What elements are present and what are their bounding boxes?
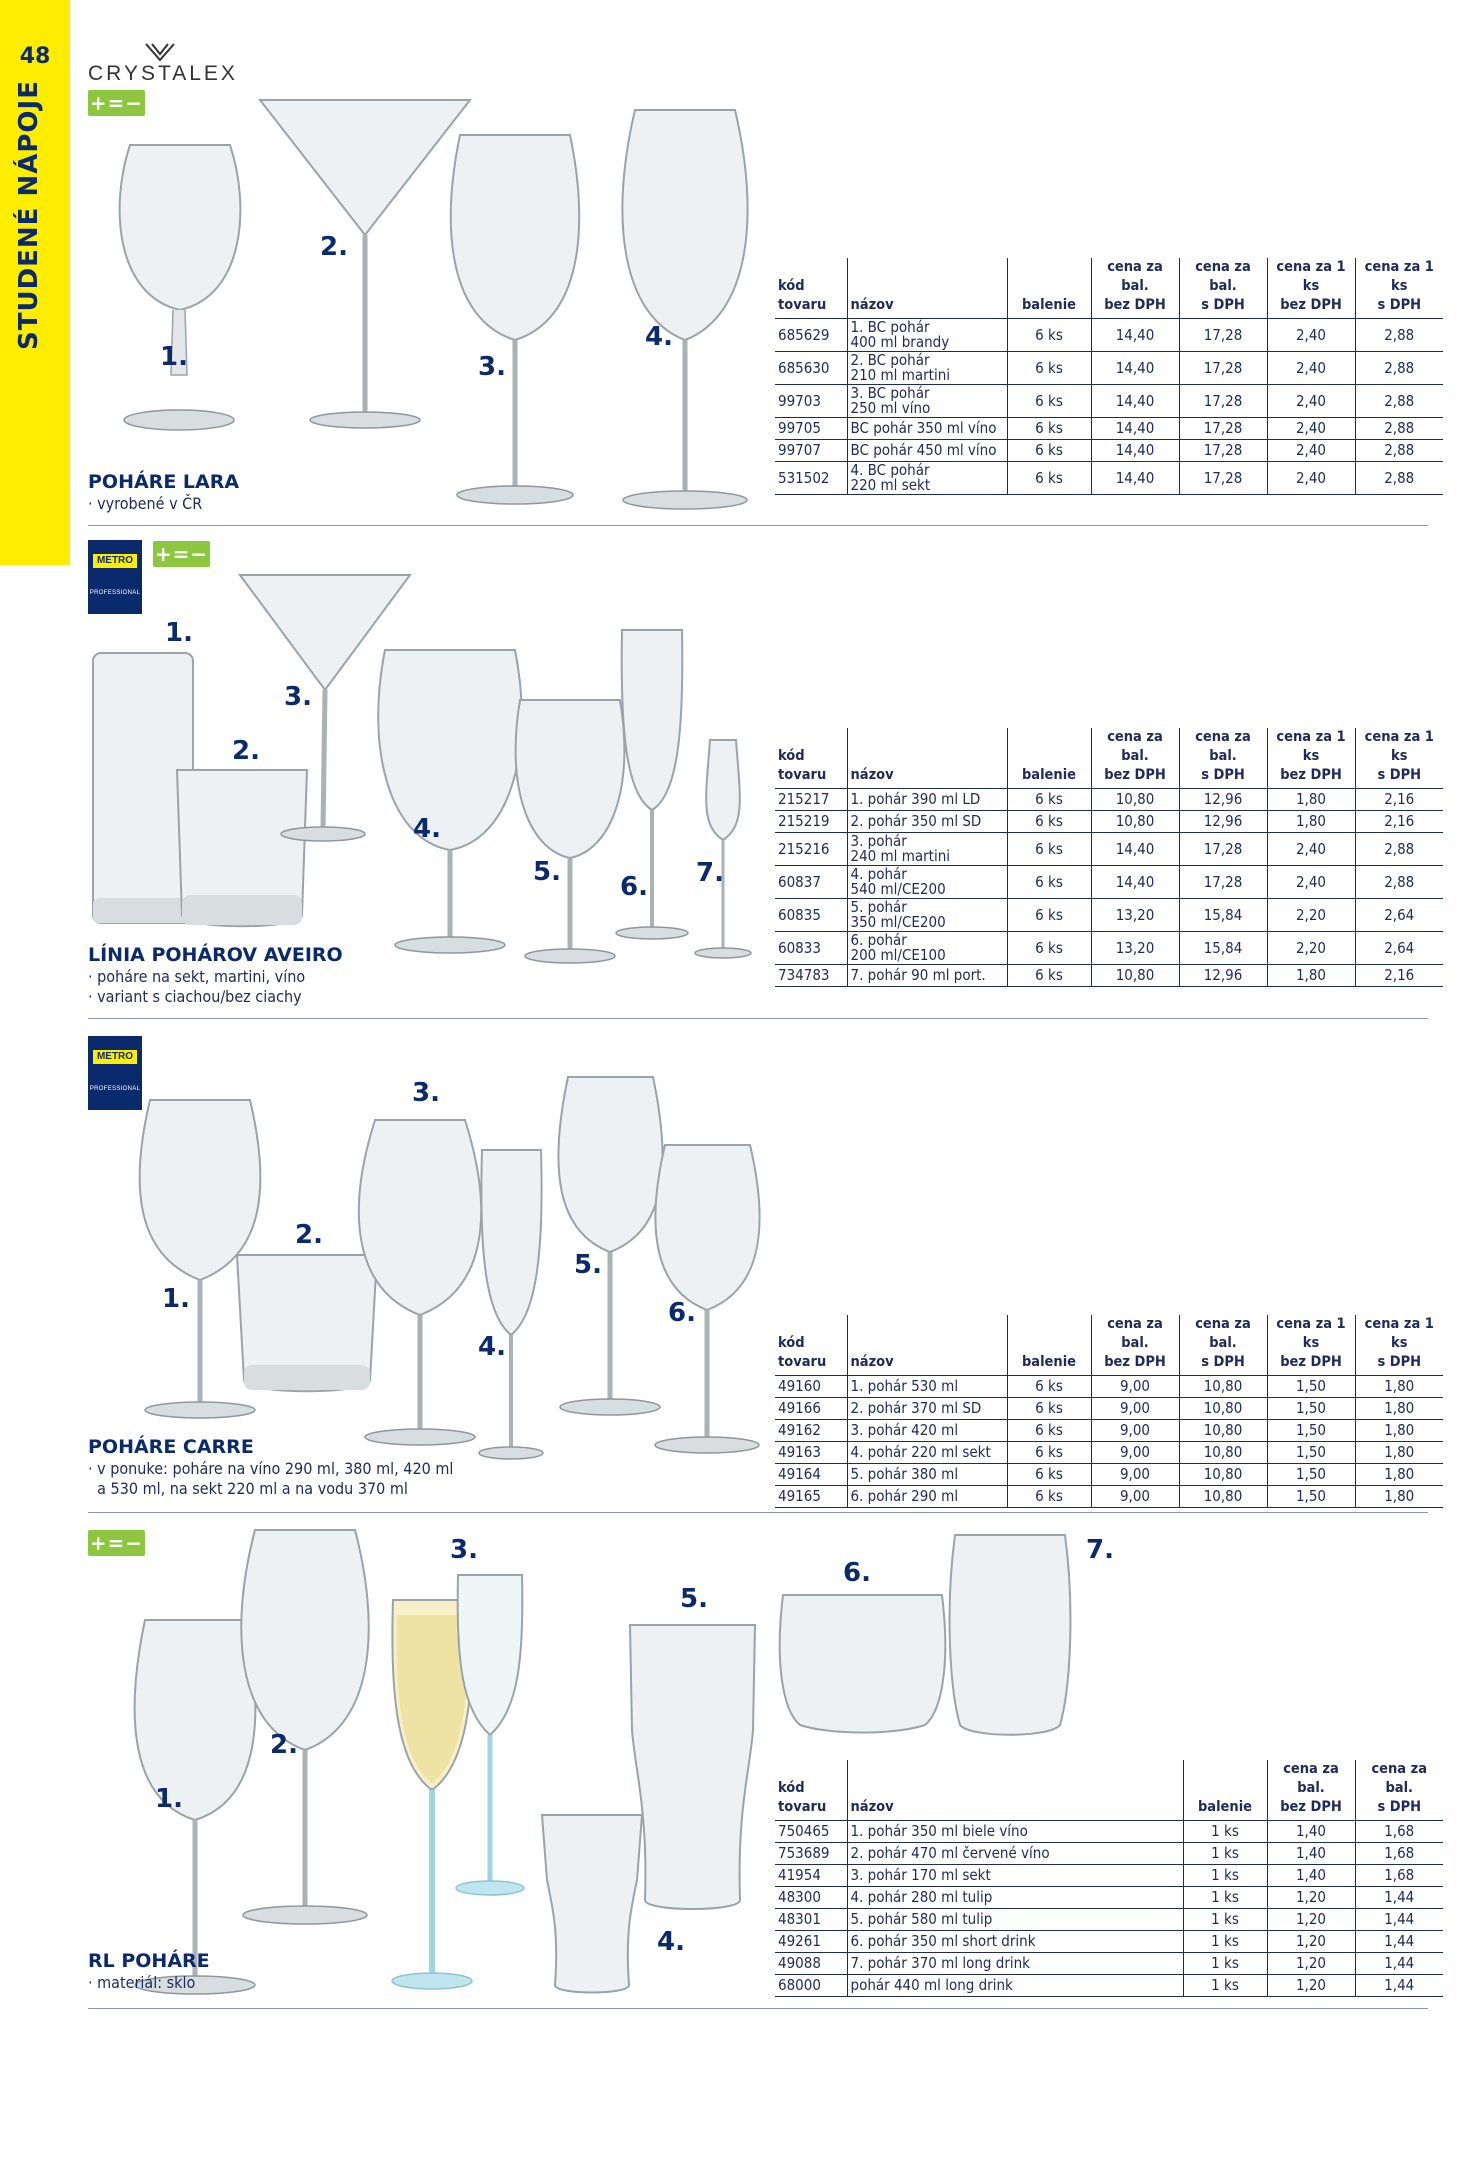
- cell-name: 6. pohár 350 ml short drink: [847, 1931, 1183, 1953]
- cell-name: 1. pohár 530 ml: [847, 1376, 1007, 1398]
- cell-code: 750465: [775, 1821, 847, 1843]
- cell-name: 4. pohár 280 ml tulip: [847, 1887, 1183, 1909]
- cell-name: 5. pohár 350 ml/CE200: [847, 899, 1007, 932]
- cell-code: 215217: [775, 789, 847, 811]
- glass-number: 4.: [413, 814, 441, 844]
- cell-name: 6. pohár 290 ml: [847, 1486, 1007, 1508]
- cell-price-unit-net: 1,80: [1267, 965, 1355, 987]
- cell-price-unit-gross: 1,80: [1355, 1442, 1443, 1464]
- cell-code: 531502: [775, 462, 847, 495]
- cell-pack: 1 ks: [1183, 1975, 1267, 1997]
- table-row: [775, 1486, 1443, 1508]
- glass-number: 4.: [657, 1927, 685, 1957]
- cell-name: 1. pohár 350 ml biele víno: [847, 1821, 1183, 1843]
- cell-name: 2. pohár 370 ml SD: [847, 1398, 1007, 1420]
- cell-pack: 6 ks: [1007, 1486, 1091, 1508]
- cell-price-pack-net: 9,00: [1091, 1420, 1179, 1442]
- cell-price-pack-gross: 10,80: [1179, 1376, 1267, 1398]
- cell-price-unit-net: 1,20: [1267, 1953, 1355, 1975]
- header-pack: balenie: [1183, 1760, 1267, 1821]
- cell-pack: 6 ks: [1007, 789, 1091, 811]
- short-drink-glass-image: [775, 1590, 950, 1735]
- glass-number: 5.: [533, 857, 561, 887]
- glass-number: 6.: [843, 1558, 871, 1588]
- cell-code: 685629: [775, 319, 847, 352]
- sparkling-wine-glass-image: [600, 105, 770, 515]
- price-table: [775, 1315, 1443, 1508]
- product-title: POHÁRE CARRE: [88, 1436, 254, 1458]
- long-drink-glass-image: [945, 1530, 1075, 1740]
- table-row: [775, 1398, 1443, 1420]
- cell-pack: 6 ks: [1007, 899, 1091, 932]
- cell-pack: 6 ks: [1007, 1398, 1091, 1420]
- glass-number: 1.: [155, 1784, 183, 1814]
- port-glass-image: [688, 735, 758, 965]
- cell-price-pack-net: 9,00: [1091, 1398, 1179, 1420]
- cell-price-unit-gross: 2,88: [1355, 385, 1443, 418]
- cell-price-unit-net: 2,40: [1267, 319, 1355, 352]
- cell-pack: 6 ks: [1007, 418, 1091, 440]
- cell-price-unit-net: 2,20: [1267, 899, 1355, 932]
- cell-name: 3. pohár 170 ml sekt: [847, 1865, 1183, 1887]
- cell-price-unit-gross: 1,68: [1355, 1843, 1443, 1865]
- cell-price-pack-gross: 17,28: [1179, 866, 1267, 899]
- cell-pack: 6 ks: [1007, 1464, 1091, 1486]
- cell-price-pack-net: 9,00: [1091, 1464, 1179, 1486]
- brand-logo: [88, 42, 238, 86]
- cell-price-pack-gross: 15,84: [1179, 932, 1267, 965]
- cell-price-unit-net: 2,20: [1267, 932, 1355, 965]
- glass-number: 6.: [620, 872, 648, 902]
- cell-code: 49160: [775, 1376, 847, 1398]
- cell-pack: 6 ks: [1007, 462, 1091, 495]
- cell-name: 3. BC pohár 250 ml víno: [847, 385, 1007, 418]
- product-title: POHÁRE LARA: [88, 471, 240, 493]
- cell-name: 4. BC pohár 220 ml sekt: [847, 462, 1007, 495]
- cell-pack: 6 ks: [1007, 319, 1091, 352]
- cell-price-pack-net: 9,00: [1091, 1376, 1179, 1398]
- cell-price-unit-gross: 2,16: [1355, 811, 1443, 833]
- cell-price-pack-gross: 17,28: [1179, 462, 1267, 495]
- section-divider: [88, 525, 1428, 526]
- table-row: [775, 440, 1443, 462]
- cell-name: 4. pohár 540 ml/CE200: [847, 866, 1007, 899]
- table-row: [775, 866, 1443, 899]
- tulip-glass-large-image: [625, 1620, 760, 1915]
- cell-price-unit-net: 2,40: [1267, 385, 1355, 418]
- cell-name: 1. BC pohár 400 ml brandy: [847, 319, 1007, 352]
- cell-name: 4. pohár 220 ml sekt: [847, 1442, 1007, 1464]
- header-price-pack-gross: cena za bal. s DPH: [1179, 728, 1267, 789]
- cell-price-pack-gross: 10,80: [1179, 1398, 1267, 1420]
- cell-price-pack-net: 14,40: [1091, 462, 1179, 495]
- cell-price-unit-net: 1,40: [1267, 1843, 1355, 1865]
- table-row: [775, 811, 1443, 833]
- price-table: [775, 258, 1443, 495]
- product-title: RL POHÁRE: [88, 1950, 210, 1972]
- cell-price-pack-gross: 10,80: [1179, 1420, 1267, 1442]
- cell-code: 734783: [775, 965, 847, 987]
- cell-price-unit-net: 2,40: [1267, 866, 1355, 899]
- cell-pack: 1 ks: [1183, 1953, 1267, 1975]
- table-row: [775, 833, 1443, 866]
- cell-price-pack-gross: 10,80: [1179, 1464, 1267, 1486]
- bullet-item: · vyrobené v ČR: [88, 494, 203, 513]
- cell-name: 3. pohár 240 ml martini: [847, 833, 1007, 866]
- header-price-unit-gross: cena za 1 ks s DPH: [1355, 258, 1443, 319]
- header-name: názov: [847, 1760, 1183, 1821]
- header-price-pack-net: cena za bal. bez DPH: [1091, 258, 1179, 319]
- table-row: [775, 1420, 1443, 1442]
- cell-code: 685630: [775, 352, 847, 385]
- cell-name: BC pohár 450 ml víno: [847, 440, 1007, 462]
- product-bullets: [88, 967, 305, 1007]
- cell-price-unit-net: 1,50: [1267, 1442, 1355, 1464]
- cell-code: 215216: [775, 833, 847, 866]
- cell-price-unit-gross: 2,16: [1355, 965, 1443, 987]
- glass-number: 7.: [696, 858, 724, 888]
- cell-code: 60837: [775, 866, 847, 899]
- cell-code: 99707: [775, 440, 847, 462]
- header-pack: balenie: [1007, 1315, 1091, 1376]
- cell-pack: 1 ks: [1183, 1843, 1267, 1865]
- header-name: názov: [847, 1315, 1007, 1376]
- table-row: [775, 385, 1443, 418]
- glass-number: 1.: [162, 1284, 190, 1314]
- cell-price-pack-net: 14,40: [1091, 833, 1179, 866]
- cell-code: 49164: [775, 1464, 847, 1486]
- cell-price-unit-gross: 1,80: [1355, 1398, 1443, 1420]
- cell-code: 49261: [775, 1931, 847, 1953]
- cell-price-pack-net: 10,80: [1091, 811, 1179, 833]
- section-divider: [88, 1018, 1428, 1019]
- cell-price-pack-gross: 12,96: [1179, 789, 1267, 811]
- eco-badge: +=−: [154, 542, 209, 566]
- cell-pack: 1 ks: [1183, 1909, 1267, 1931]
- cell-name: 1. pohár 390 ml LD: [847, 789, 1007, 811]
- header-code: kód tovaru: [775, 1760, 847, 1821]
- cell-name: pohár 440 ml long drink: [847, 1975, 1183, 1997]
- cell-price-unit-gross: 1,80: [1355, 1376, 1443, 1398]
- header-name: názov: [847, 258, 1007, 319]
- table-row: [775, 1953, 1443, 1975]
- cell-name: 7. pohár 90 ml port.: [847, 965, 1007, 987]
- cell-name: 5. pohár 580 ml tulip: [847, 1909, 1183, 1931]
- cell-price-unit-gross: 2,88: [1355, 319, 1443, 352]
- cell-price-pack-gross: 15,84: [1179, 899, 1267, 932]
- cell-code: 49163: [775, 1442, 847, 1464]
- wine-glass-image: [645, 1140, 770, 1460]
- cell-price-pack-net: 9,00: [1091, 1442, 1179, 1464]
- cell-pack: 6 ks: [1007, 833, 1091, 866]
- header-price-unit-net: cena za 1 ks bez DPH: [1267, 728, 1355, 789]
- header-price-unit-gross: cena za 1 ks s DPH: [1355, 1315, 1443, 1376]
- cell-price-unit-net: 1,50: [1267, 1398, 1355, 1420]
- cell-code: 41954: [775, 1865, 847, 1887]
- cell-price-unit-gross: 2,88: [1355, 440, 1443, 462]
- glass-number: 3.: [284, 682, 312, 712]
- cell-price-unit-gross: 2,88: [1355, 418, 1443, 440]
- header-pack: balenie: [1007, 258, 1091, 319]
- glass-number: 2.: [270, 1730, 298, 1760]
- header-price-unit-net: cena za 1 ks bez DPH: [1267, 258, 1355, 319]
- table-row: [775, 965, 1443, 987]
- bullet-item: · poháre na sekt, martini, víno: [88, 967, 306, 986]
- cell-price-pack-gross: 12,96: [1179, 965, 1267, 987]
- header-price-pack-net: cena za bal. bez DPH: [1091, 728, 1179, 789]
- cell-pack: 1 ks: [1183, 1887, 1267, 1909]
- table-row: [775, 1464, 1443, 1486]
- cell-price-unit-net: 2,40: [1267, 833, 1355, 866]
- cell-price-unit-net: 1,20: [1267, 1887, 1355, 1909]
- glass-number: 4.: [645, 322, 673, 352]
- crystalex-mark-icon: [140, 42, 180, 62]
- cell-price-unit-net: 1,50: [1267, 1420, 1355, 1442]
- header-code: kód tovaru: [775, 258, 847, 319]
- cell-price-unit-gross: 1,80: [1355, 1486, 1443, 1508]
- wine-glass-image: [440, 130, 590, 510]
- cell-code: 49162: [775, 1420, 847, 1442]
- cell-price-unit-gross: 1,80: [1355, 1420, 1443, 1442]
- cell-name: 2. pohár 470 ml červené víno: [847, 1843, 1183, 1865]
- table-row: [775, 1865, 1443, 1887]
- header-pack: balenie: [1007, 728, 1091, 789]
- header-price-pack-gross: cena za bal. s DPH: [1179, 1315, 1267, 1376]
- glass-number: 2.: [232, 736, 260, 766]
- cell-code: 215219: [775, 811, 847, 833]
- header-code: kód tovaru: [775, 728, 847, 789]
- product-bullets: [88, 1973, 195, 1993]
- cell-price-unit-gross: 1,44: [1355, 1953, 1443, 1975]
- cell-code: 99705: [775, 418, 847, 440]
- cell-price-unit-net: 1,20: [1267, 1909, 1355, 1931]
- table-row: [775, 1975, 1443, 1997]
- cell-price-unit-net: 1,20: [1267, 1975, 1355, 1997]
- cell-price-unit-gross: 1,44: [1355, 1909, 1443, 1931]
- cell-pack: 1 ks: [1183, 1931, 1267, 1953]
- bullet-item: · materiál: sklo: [88, 1973, 196, 1992]
- cell-price-unit-net: 2,40: [1267, 352, 1355, 385]
- table-row: [775, 462, 1443, 495]
- glass-number: 3.: [412, 1078, 440, 1108]
- champagne-flute-image: [450, 1570, 530, 1900]
- bullet-item: a 530 ml, na sekt 220 ml a na vodu 370 ml: [97, 1479, 408, 1498]
- cell-pack: 6 ks: [1007, 965, 1091, 987]
- cell-price-unit-net: 2,40: [1267, 440, 1355, 462]
- cell-price-unit-gross: 2,64: [1355, 899, 1443, 932]
- cell-price-pack-gross: 17,28: [1179, 418, 1267, 440]
- cell-name: 6. pohár 200 ml/CE100: [847, 932, 1007, 965]
- cell-price-pack-gross: 10,80: [1179, 1486, 1267, 1508]
- flute-glass-image: [474, 1145, 549, 1465]
- cell-price-unit-gross: 1,68: [1355, 1821, 1443, 1843]
- section-divider: [88, 1512, 1428, 1513]
- red-wine-glass-image: [230, 1525, 380, 1925]
- cell-price-unit-gross: 1,80: [1355, 1464, 1443, 1486]
- glass-number: 2.: [295, 1220, 323, 1250]
- glass-number: 7.: [1086, 1535, 1114, 1565]
- cell-name: 2. BC pohár 210 ml martini: [847, 352, 1007, 385]
- cell-price-unit-gross: 2,16: [1355, 789, 1443, 811]
- bullet-item: · variant s ciachou/bez ciachy: [88, 987, 302, 1006]
- brand-name: CRYSTALEX: [88, 62, 238, 85]
- cell-code: 49165: [775, 1486, 847, 1508]
- cell-price-unit-net: 1,20: [1267, 1931, 1355, 1953]
- table-row: [775, 1376, 1443, 1398]
- cell-price-pack-net: 13,20: [1091, 899, 1179, 932]
- cell-price-unit-gross: 1,44: [1355, 1931, 1443, 1953]
- cell-pack: 1 ks: [1183, 1821, 1267, 1843]
- cell-price-pack-gross: 17,28: [1179, 385, 1267, 418]
- cell-price-unit-gross: 1,68: [1355, 1865, 1443, 1887]
- header-price-unit-gross: cena za 1 ks s DPH: [1355, 728, 1443, 789]
- cell-pack: 6 ks: [1007, 1376, 1091, 1398]
- cell-name: 5. pohár 380 ml: [847, 1464, 1007, 1486]
- glass-number: 1.: [160, 342, 188, 372]
- section-divider: [88, 2008, 1428, 2009]
- cell-code: 49166: [775, 1398, 847, 1420]
- price-table: [775, 1760, 1443, 1997]
- cell-price-pack-net: 14,40: [1091, 385, 1179, 418]
- brandy-glass-image: [105, 135, 255, 435]
- eco-badge: +=−: [89, 91, 144, 115]
- page-number: 48: [19, 44, 51, 69]
- cell-price-unit-net: 1,50: [1267, 1486, 1355, 1508]
- table-row: [775, 1442, 1443, 1464]
- glass-number: 1.: [165, 618, 193, 648]
- cell-price-unit-net: 1,80: [1267, 789, 1355, 811]
- cell-price-pack-gross: 17,28: [1179, 833, 1267, 866]
- cell-price-pack-gross: 10,80: [1179, 1442, 1267, 1464]
- cell-price-unit-net: 1,40: [1267, 1821, 1355, 1843]
- product-bullets: [88, 1459, 453, 1499]
- header-price-pack-net: cena za bal. bez DPH: [1091, 1315, 1179, 1376]
- cell-price-pack-net: 14,40: [1091, 352, 1179, 385]
- cell-code: 48301: [775, 1909, 847, 1931]
- table-row: [775, 1931, 1443, 1953]
- eco-badge: +=−: [89, 1531, 144, 1555]
- glass-number: 4.: [478, 1332, 506, 1362]
- red-wine-glass-image: [370, 640, 530, 965]
- table-row: [775, 319, 1443, 352]
- table-row: [775, 352, 1443, 385]
- table-row: [775, 932, 1443, 965]
- cell-price-pack-gross: 12,96: [1179, 811, 1267, 833]
- cell-pack: 6 ks: [1007, 385, 1091, 418]
- table-row: [775, 418, 1443, 440]
- bullet-item: · v ponuke: poháre na víno 290 ml, 380 ml, 420 ml: [88, 1459, 454, 1478]
- cell-price-unit-gross: 2,88: [1355, 352, 1443, 385]
- cell-price-unit-gross: 2,88: [1355, 833, 1443, 866]
- cell-price-pack-gross: 17,28: [1179, 319, 1267, 352]
- cell-code: 68000: [775, 1975, 847, 1997]
- cell-name: BC pohár 350 ml víno: [847, 418, 1007, 440]
- cell-price-pack-net: 10,80: [1091, 789, 1179, 811]
- header-price-unit-gross: cena za bal. s DPH: [1355, 1760, 1443, 1821]
- cell-name: 2. pohár 350 ml SD: [847, 811, 1007, 833]
- cell-price-pack-net: 14,40: [1091, 319, 1179, 352]
- cell-pack: 6 ks: [1007, 352, 1091, 385]
- table-row: [775, 1887, 1443, 1909]
- cell-name: 7. pohár 370 ml long drink: [847, 1953, 1183, 1975]
- cell-price-pack-net: 9,00: [1091, 1486, 1179, 1508]
- glass-number: 6.: [668, 1298, 696, 1328]
- cell-code: 753689: [775, 1843, 847, 1865]
- header-price-unit-net: cena za bal. bez DPH: [1267, 1760, 1355, 1821]
- cell-price-unit-gross: 2,88: [1355, 866, 1443, 899]
- header-price-pack-gross: cena za bal. s DPH: [1179, 258, 1267, 319]
- cell-price-unit-net: 1,50: [1267, 1464, 1355, 1486]
- cell-name: 3. pohár 420 ml: [847, 1420, 1007, 1442]
- table-row: [775, 1909, 1443, 1931]
- table-row: [775, 1821, 1443, 1843]
- cell-pack: 6 ks: [1007, 866, 1091, 899]
- cell-pack: 6 ks: [1007, 932, 1091, 965]
- header-price-unit-net: cena za 1 ks bez DPH: [1267, 1315, 1355, 1376]
- cell-price-pack-net: 14,40: [1091, 418, 1179, 440]
- cell-pack: 6 ks: [1007, 440, 1091, 462]
- cell-price-unit-net: 1,80: [1267, 811, 1355, 833]
- glass-number: 5.: [680, 1584, 708, 1614]
- cell-code: 49088: [775, 1953, 847, 1975]
- glass-number: 2.: [320, 232, 348, 262]
- cell-price-pack-net: 14,40: [1091, 866, 1179, 899]
- section-label: STUDENÉ NÁPOJE: [14, 80, 44, 350]
- metro-professional-badge: METRO PROFESSIONAL: [88, 1036, 142, 1110]
- table-row: [775, 1843, 1443, 1865]
- cell-price-pack-net: 13,20: [1091, 932, 1179, 965]
- header-code: kód tovaru: [775, 1315, 847, 1376]
- cell-price-unit-gross: 1,44: [1355, 1887, 1443, 1909]
- cell-price-unit-gross: 1,44: [1355, 1975, 1443, 1997]
- product-bullets: [88, 494, 202, 514]
- cell-pack: 1 ks: [1183, 1865, 1267, 1887]
- cell-code: 60835: [775, 899, 847, 932]
- cell-price-unit-net: 2,40: [1267, 418, 1355, 440]
- table-row: [775, 899, 1443, 932]
- product-title: LÍNIA POHÁROV AVEIRO: [88, 944, 343, 966]
- cell-price-unit-net: 1,50: [1267, 1376, 1355, 1398]
- price-table: [775, 728, 1443, 987]
- cell-pack: 6 ks: [1007, 1420, 1091, 1442]
- metro-professional-badge: METRO PROFESSIONAL: [88, 540, 142, 614]
- cell-code: 48300: [775, 1887, 847, 1909]
- cell-price-pack-gross: 17,28: [1179, 352, 1267, 385]
- red-wine-glass-image: [345, 1115, 495, 1450]
- cell-pack: 6 ks: [1007, 811, 1091, 833]
- cell-price-pack-net: 10,80: [1091, 965, 1179, 987]
- glass-number: 3.: [478, 352, 506, 382]
- glass-number: 3.: [450, 1535, 478, 1565]
- table-row: [775, 789, 1443, 811]
- cell-price-unit-net: 1,40: [1267, 1865, 1355, 1887]
- cell-price-pack-net: 14,40: [1091, 440, 1179, 462]
- glass-number: 5.: [574, 1250, 602, 1280]
- cell-price-pack-gross: 17,28: [1179, 440, 1267, 462]
- cell-price-unit-gross: 2,64: [1355, 932, 1443, 965]
- cell-code: 99703: [775, 385, 847, 418]
- cell-pack: 6 ks: [1007, 1442, 1091, 1464]
- cell-price-unit-net: 2,40: [1267, 462, 1355, 495]
- cell-price-unit-gross: 2,88: [1355, 462, 1443, 495]
- header-name: názov: [847, 728, 1007, 789]
- cell-code: 60833: [775, 932, 847, 965]
